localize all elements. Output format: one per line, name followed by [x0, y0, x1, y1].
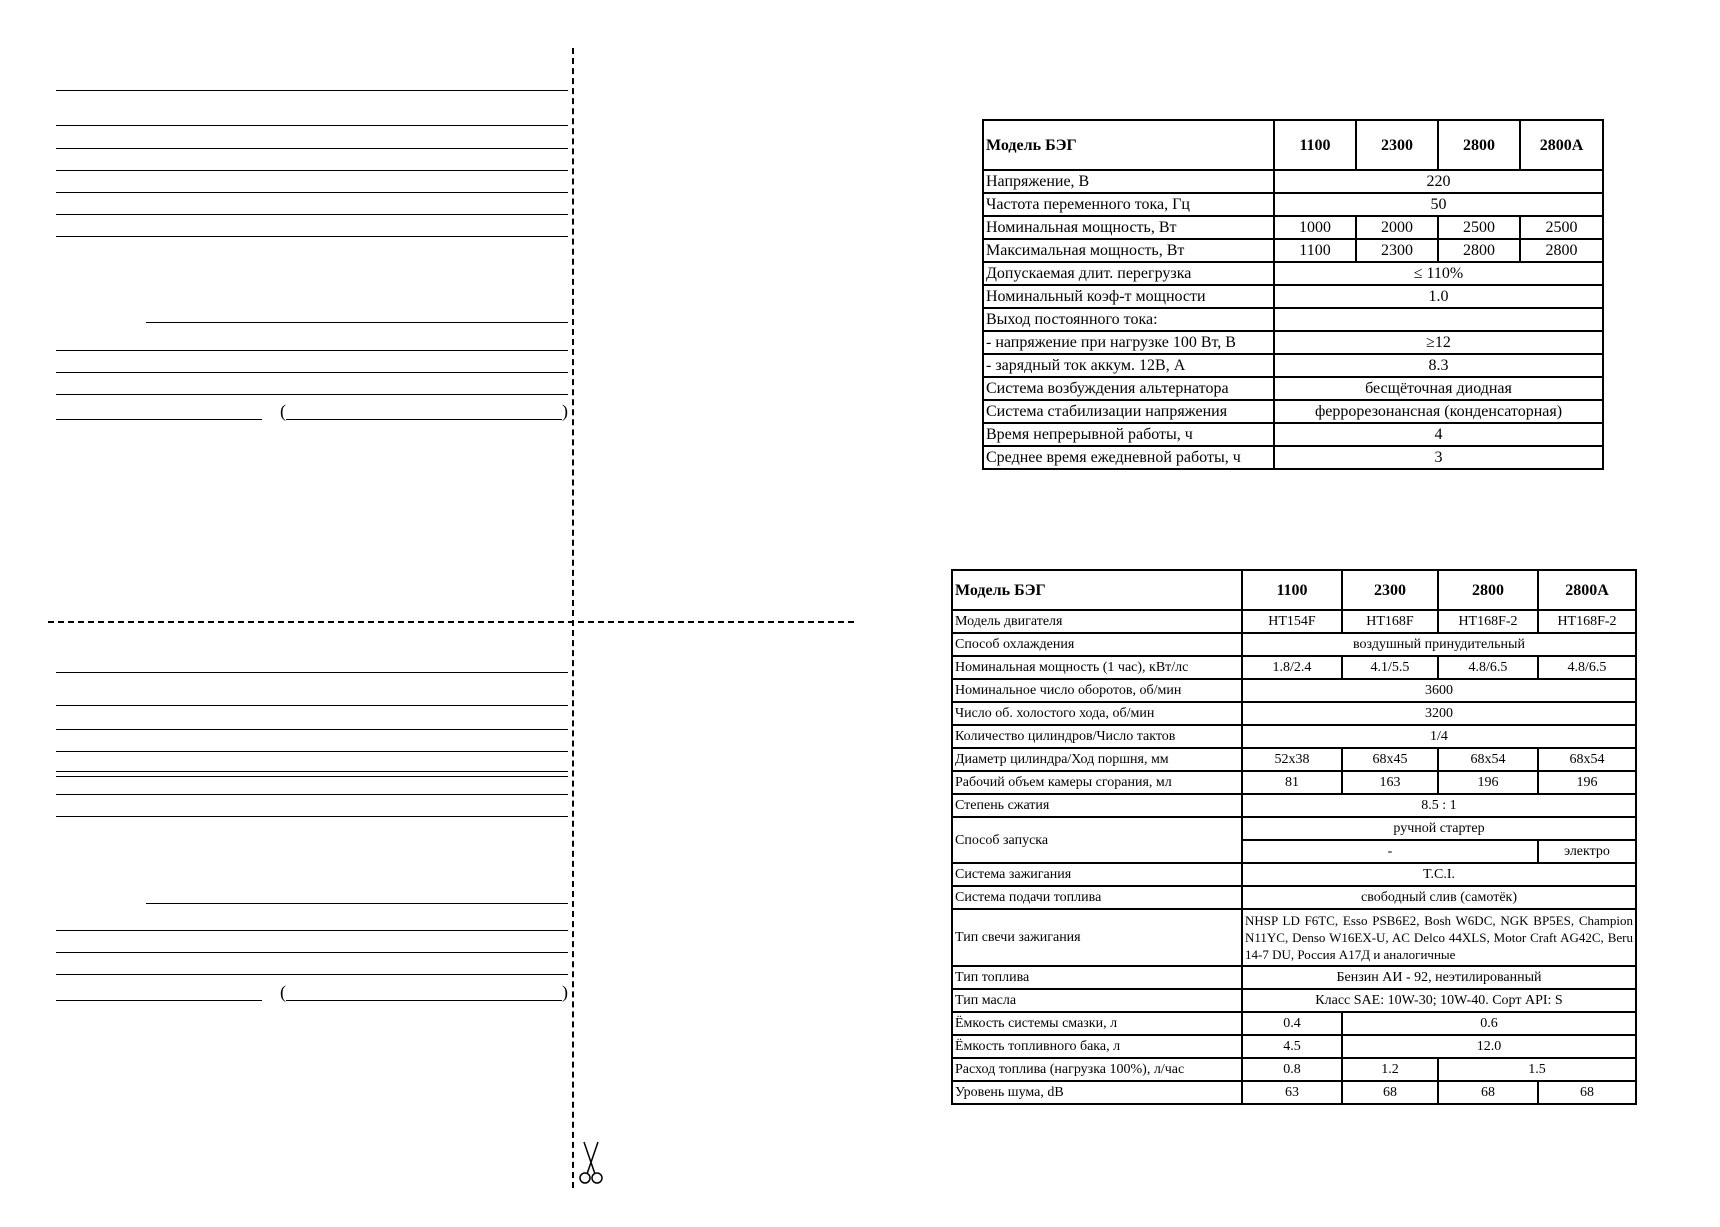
table-row — [952, 656, 1636, 679]
row-label: Максимальная мощность, Вт — [983, 239, 1274, 262]
table-row — [952, 725, 1636, 748]
table-row — [952, 886, 1636, 909]
row-value: 68x45 — [1342, 748, 1438, 771]
row-value: 2800 — [1520, 239, 1603, 262]
row-value: 52x38 — [1242, 748, 1342, 771]
table-row — [983, 354, 1603, 377]
row-label: Ёмкость топливного бака, л — [952, 1035, 1242, 1058]
row-label: Номинальная мощность, Вт — [983, 216, 1274, 239]
row-label: Напряжение, В — [983, 170, 1274, 193]
model-2300-header: 2300 — [1356, 120, 1438, 170]
table-row — [952, 1058, 1636, 1081]
row-value: 8.5 : 1 — [1242, 794, 1636, 817]
row-value: 68 — [1342, 1081, 1438, 1104]
row-value: 3200 — [1242, 702, 1636, 725]
row-value: 12.0 — [1342, 1035, 1636, 1058]
row-label: Способ запуска — [952, 817, 1242, 863]
row-value: 68 — [1538, 1081, 1636, 1104]
table-row — [983, 170, 1603, 193]
row-value: 0.8 — [1242, 1058, 1342, 1081]
row-label: Расход топлива (нагрузка 100%), л/час — [952, 1058, 1242, 1081]
row-value: 220 — [1274, 170, 1603, 193]
form-line[interactable] — [56, 816, 568, 817]
form-line[interactable] — [286, 419, 562, 420]
row-value: 1/4 — [1242, 725, 1636, 748]
horizontal-cut-line — [48, 621, 854, 623]
header-label: Модель БЭГ — [983, 120, 1274, 170]
table-row — [952, 909, 1636, 966]
form-line[interactable] — [56, 125, 568, 126]
row-value: 1100 — [1274, 239, 1356, 262]
row-value: 4.8/6.5 — [1538, 656, 1636, 679]
table-row — [952, 771, 1636, 794]
row-label: Система зажигания — [952, 863, 1242, 886]
row-value: 68 — [1438, 1081, 1538, 1104]
table-row — [983, 446, 1603, 469]
form-line[interactable] — [56, 236, 568, 237]
row-label: Номинальное число оборотов, об/мин — [952, 679, 1242, 702]
row-value: 2500 — [1520, 216, 1603, 239]
model-2800a-header: 2800A — [1520, 120, 1603, 170]
row-value: 3 — [1274, 446, 1603, 469]
row-value: HT168F-2 — [1438, 610, 1538, 633]
table-row — [952, 679, 1636, 702]
row-label: Тип масла — [952, 989, 1242, 1012]
row-value: 4.5 — [1242, 1035, 1342, 1058]
row-label: Система подачи топлива — [952, 886, 1242, 909]
row-label: Среднее время ежедневной работы, ч — [983, 446, 1274, 469]
row-label: Рабочий объем камеры сгорания, мл — [952, 771, 1242, 794]
form-line[interactable] — [56, 148, 568, 149]
form-line[interactable] — [56, 419, 262, 420]
table-row — [952, 633, 1636, 656]
table-row — [983, 331, 1603, 354]
row-value: 1000 — [1274, 216, 1356, 239]
vertical-cut-line — [572, 48, 574, 1188]
paren-open: ( — [280, 982, 286, 1002]
row-value: ручной стартер — [1242, 817, 1636, 840]
table-header-row — [952, 570, 1636, 610]
table-row — [952, 989, 1636, 1012]
row-value: HT168F — [1342, 610, 1438, 633]
row-value: 4 — [1274, 423, 1603, 446]
row-value: HT168F-2 — [1538, 610, 1636, 633]
form-line[interactable] — [56, 930, 568, 931]
row-value: 8.3 — [1274, 354, 1603, 377]
row-label: Количество цилиндров/Число тактов — [952, 725, 1242, 748]
header-label: Модель БЭГ — [952, 570, 1242, 610]
model-2800a-header: 2800A — [1538, 570, 1636, 610]
table-row — [952, 794, 1636, 817]
form-line[interactable] — [56, 394, 568, 395]
paren-close: ) — [562, 401, 568, 421]
row-value: 163 — [1342, 771, 1438, 794]
row-label: - напряжение при нагрузке 100 Вт, В — [983, 331, 1274, 354]
row-value: ≤ 110% — [1274, 262, 1603, 285]
form-line[interactable] — [56, 751, 568, 752]
table-row — [983, 423, 1603, 446]
table-row — [952, 817, 1636, 840]
row-value: 0.4 — [1242, 1012, 1342, 1035]
row-label: Число об. холостого хода, об/мин — [952, 702, 1242, 725]
row-value: электро — [1538, 840, 1636, 863]
table-row — [952, 966, 1636, 989]
form-line[interactable] — [56, 705, 568, 706]
row-value: 1.2 — [1342, 1058, 1438, 1081]
form-line[interactable] — [146, 322, 568, 323]
table-row — [983, 239, 1603, 262]
table-row — [952, 748, 1636, 771]
row-value: свободный слив (самотёк) — [1242, 886, 1636, 909]
engine-spec-table — [951, 569, 1637, 1105]
electrical-spec-table — [982, 119, 1604, 470]
row-label: Время непрерывной работы, ч — [983, 423, 1274, 446]
row-value: Класс SAE: 10W-30; 10W-40. Сорт API: S — [1242, 989, 1636, 1012]
row-value: 68x54 — [1538, 748, 1636, 771]
form-line[interactable] — [56, 952, 568, 953]
row-value: 1.0 — [1274, 285, 1603, 308]
row-label: Выход постоянного тока: — [983, 308, 1274, 331]
model-2800-header: 2800 — [1438, 120, 1520, 170]
row-label: Степень сжатия — [952, 794, 1242, 817]
row-label: Ёмкость системы смазки, л — [952, 1012, 1242, 1035]
row-label: Допускаемая длит. перегрузка — [983, 262, 1274, 285]
row-value: 3600 — [1242, 679, 1636, 702]
row-value: 81 — [1242, 771, 1342, 794]
table-row — [983, 400, 1603, 423]
table-header-row — [983, 120, 1603, 170]
row-label: Номинальная мощность (1 час), кВт/лс — [952, 656, 1242, 679]
row-value: 0.6 — [1342, 1012, 1636, 1035]
form-line[interactable] — [56, 192, 568, 193]
row-value: ≥12 — [1274, 331, 1603, 354]
row-value: HT154F — [1242, 610, 1342, 633]
form-line[interactable] — [146, 903, 568, 904]
table-row — [983, 193, 1603, 216]
row-value: 63 — [1242, 1081, 1342, 1104]
row-value: 1.8/2.4 — [1242, 656, 1342, 679]
table-row — [952, 1035, 1636, 1058]
table-row — [983, 308, 1603, 331]
row-value: - — [1242, 840, 1538, 863]
row-value: Бензин АИ - 92, неэтилированный — [1242, 966, 1636, 989]
table-row — [983, 285, 1603, 308]
model-1100-header: 1100 — [1242, 570, 1342, 610]
form-line[interactable] — [56, 90, 568, 91]
form-line[interactable] — [286, 1000, 562, 1001]
row-label: Система стабилизации напряжения — [983, 400, 1274, 423]
form-line[interactable] — [56, 672, 568, 673]
table-row — [983, 216, 1603, 239]
row-value: 68x54 — [1438, 748, 1538, 771]
row-label: Уровень шума, dB — [952, 1081, 1242, 1104]
form-line[interactable] — [56, 170, 568, 171]
form-line[interactable] — [56, 350, 568, 351]
form-line[interactable] — [56, 794, 568, 795]
row-value: 196 — [1538, 771, 1636, 794]
row-value: 2800 — [1438, 239, 1520, 262]
table-row — [952, 863, 1636, 886]
row-value: феррорезонансная (конденсаторная) — [1274, 400, 1603, 423]
row-label: Номинальный коэф-т мощности — [983, 285, 1274, 308]
row-label: - зарядный ток аккум. 12В, А — [983, 354, 1274, 377]
row-value: 2000 — [1356, 216, 1438, 239]
form-line[interactable] — [56, 771, 568, 772]
row-label: Диаметр цилиндра/Ход поршня, мм — [952, 748, 1242, 771]
paren-close: ) — [562, 982, 568, 1002]
table-row — [952, 1012, 1636, 1035]
row-label: Модель двигателя — [952, 610, 1242, 633]
row-value: 50 — [1274, 193, 1603, 216]
row-value: воздушный принудительный — [1242, 633, 1636, 656]
row-value: 2500 — [1438, 216, 1520, 239]
model-2800-header: 2800 — [1438, 570, 1538, 610]
form-line[interactable] — [56, 1000, 262, 1001]
row-label: Способ охлаждения — [952, 633, 1242, 656]
row-value-empty — [1274, 308, 1603, 331]
table-row — [952, 610, 1636, 633]
form-line[interactable] — [56, 974, 568, 975]
model-2300-header: 2300 — [1342, 570, 1438, 610]
row-value: 4.1/5.5 — [1342, 656, 1438, 679]
row-label: Частота переменного тока, Гц — [983, 193, 1274, 216]
table-row — [983, 377, 1603, 400]
row-value: 1.5 — [1438, 1058, 1636, 1081]
row-value: T.C.I. — [1242, 863, 1636, 886]
row-value: NHSP LD F6TC, Esso PSB6E2, Bosh W6DC, NGK BP5ES, Champion N11YC, Denso W16EX-U, AC Delco 44XLS, Motor Craft AG42C, Beru 14-7 DU, Россия А17Д и аналогичные — [1242, 909, 1636, 966]
row-label: Тип топлива — [952, 966, 1242, 989]
table-row — [952, 702, 1636, 725]
table-row — [983, 262, 1603, 285]
table-row — [952, 1081, 1636, 1104]
row-value: 4.8/6.5 — [1438, 656, 1538, 679]
row-value: бесщёточная диодная — [1274, 377, 1603, 400]
row-label: Система возбуждения альтернатора — [983, 377, 1274, 400]
form-line[interactable] — [56, 729, 568, 730]
form-line[interactable] — [56, 372, 568, 373]
scissors-icon — [578, 1140, 604, 1186]
model-1100-header: 1100 — [1274, 120, 1356, 170]
form-line[interactable] — [56, 776, 568, 777]
row-value: 2300 — [1356, 239, 1438, 262]
form-line[interactable] — [56, 214, 568, 215]
paren-open: ( — [280, 401, 286, 421]
row-value: 196 — [1438, 771, 1538, 794]
row-label: Тип свечи зажигания — [952, 909, 1242, 966]
